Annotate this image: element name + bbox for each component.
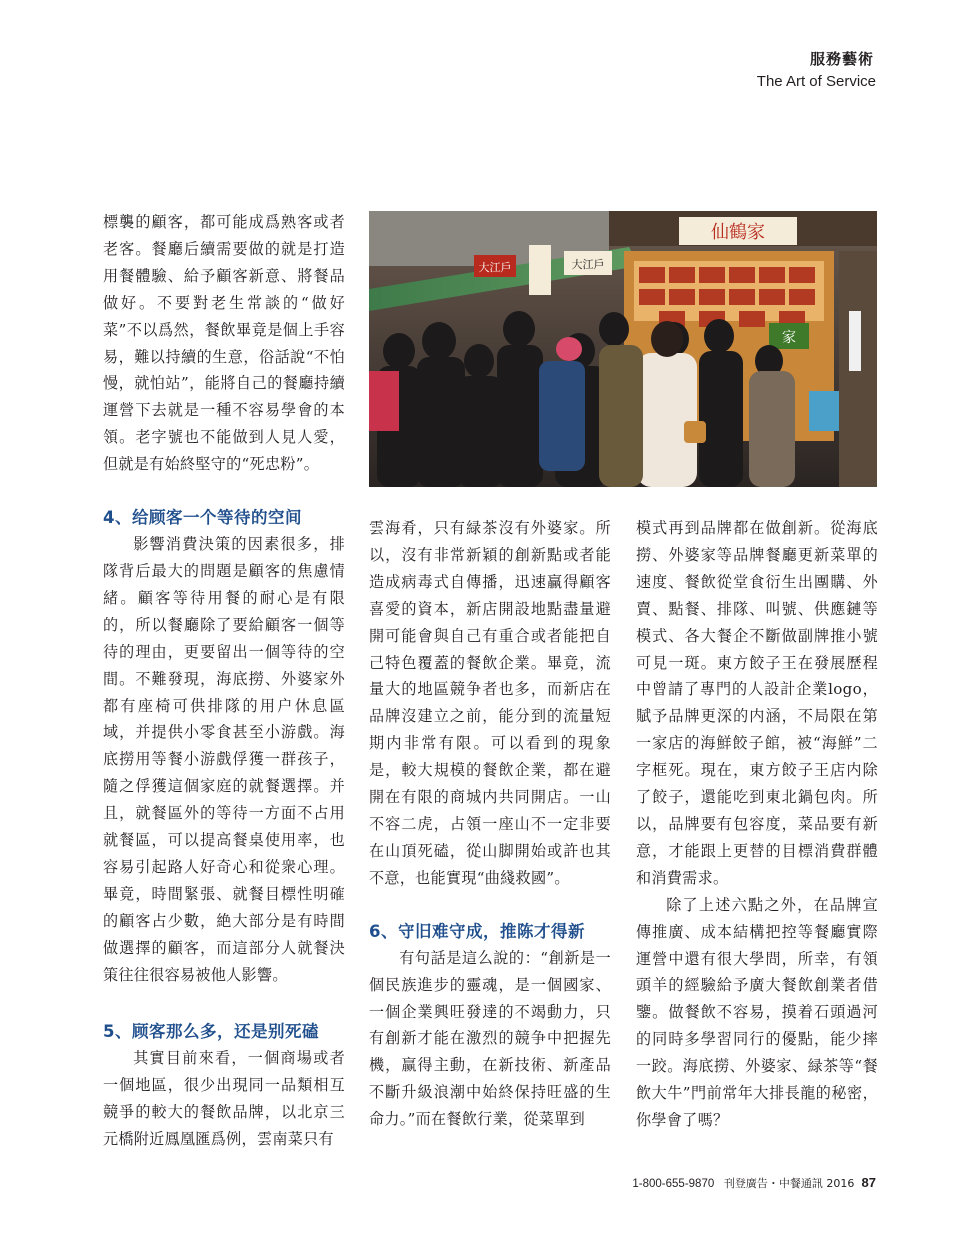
heading-6: 6、守旧难守成，推陈才得新 bbox=[369, 921, 585, 941]
page-number: 87 bbox=[861, 1175, 876, 1190]
col2-para: 雲海肴，只有緑茶沒有外婆家。所以，沒有非常新穎的創新點或者能造成病毒式自傳播，迅速贏得顧客喜愛的資本，新店開設地點盡量避開可能會與自己有重合或者能把自己特色覆蓋的餐飲企業。畢竟，流量大的地區競争者也多，而新店在品牌沒建立之前，能分到的流量短期内非常有限。可以看到的現象是，較大規模的餐飲企業，都在避開在有限的商城内共同開店。一山不容二虎，占領一座山不一定非要在山頂死磕，從山脚開始或許也其不意，也能實現“曲綫救國”。 bbox=[369, 519, 611, 887]
sign-main: 仙鶴家 bbox=[711, 222, 765, 243]
section-title-zh: 服務藝術 bbox=[809, 50, 874, 68]
footer-label: 刊登廣告・中餐通訊 2016 bbox=[723, 1177, 855, 1190]
col1-para-5: 其實目前來看，一個商場或者一個地區，很少出現同一品類相互競爭的較大的餐飲品牌，以北京三元橋附近鳳凰匯爲例，雲南菜只有 bbox=[103, 1049, 345, 1149]
col1-para-4: 影響消費決策的因素很多，排隊背后最大的問題是顧客的焦慮情緒。顧客等待用餐的耐心是有限的，所以餐廳除了要給顧客一個等待的理由，更要留出一個等待的空間。不難發現，海底撈、外婆家外都有座椅可供排隊的用户休息區域，并提供小零食甚至小游戲。海底撈用等餐小游戲俘獲一群孩子，隨之俘獲這個家庭的就餐選擇。并且，就餐區外的等待一方面不占用就餐區，可以提高餐桌使用率，也容易引起路人好奇心和從衆心理。畢竟，時間緊張、就餐目標性明確的顧客占少數，絶大部分是有時間做選擇的顧客，而這部分人就餐決策往往很容易被他人影響。 bbox=[103, 535, 345, 984]
photo-illustration bbox=[369, 211, 877, 487]
page-footer bbox=[632, 1175, 876, 1191]
column-2 bbox=[369, 515, 611, 1133]
heading-5: 5、顾客那么多，还是别死磕 bbox=[103, 1022, 319, 1042]
sign-center: 大江戶 bbox=[571, 258, 605, 271]
heading-4: 4、给顾客一个等待的空间 bbox=[103, 508, 302, 528]
column-3 bbox=[636, 515, 878, 1134]
sign-left: 大江戶 bbox=[478, 261, 512, 274]
column-1 bbox=[103, 209, 345, 1153]
restaurant-queue-photo bbox=[369, 211, 877, 487]
section-title-en: The Art of Service bbox=[756, 73, 876, 90]
col3-para: 模式再到品牌都在做創新。從海底撈、外婆家等品牌餐廳更新菜單的速度、餐飲從堂食衍生出團購、外賣、點餐、排隊、叫號、供應鏈等模式、各大餐企不斷做副牌推小號可見一斑。東方餃子王在發展歷程中曾請了專門的人設計企業logo，賦予品牌更深的内涵，不局限在第一家店的海鮮餃子館，被“海鮮”二字框死。現在，東方餃子王店内除了餃子，還能吃到東北鍋包肉。所以，品牌要有包容度，菜品要有新意，才能跟上更替的目標消費群體和消費需求。 bbox=[636, 519, 878, 887]
col2-para-6: 有句話是這么說的：“創新是一個民族進步的靈魂，是一個國家、一個企業興旺發達的不竭動力，只有創新才能在激烈的競争中把握先機，赢得主動，在新技術、新產品不斷升級浪潮中始終保持旺盛的生命力。”而在餐飲行業，從菜單到 bbox=[369, 948, 611, 1129]
col3-para-end: 除了上述六點之外，在品牌宣傳推廣、成本結構把控等餐廳實際運營中還有很大學問，所幸，有領頭羊的經驗給予廣大餐飲創業者借鑒。做餐飲不容易，摸着石頭過河的同時多學習同行的優點，能少摔一跤。海底撈、外婆家、緑茶等“餐飲大牛”門前常年大排長龍的秘密，你學會了嗎？ bbox=[636, 895, 878, 1129]
col1-intro: 標襲的顧客，都可能成爲熟客或者老客。餐廳后續需要做的就是打造用餐體驗、給予顧客新意、將餐品做好。不要對老生常談的“做好菜”不以爲然，餐飲畢竟是個上手容易，難以持續的生意，俗話說“不怕慢，就怕站”，能將自己的餐廳持續運營下去就是一種不容易學會的本領。老字號也不能做到人見人愛，但就是有始終堅守的“死忠粉”。 bbox=[103, 213, 345, 474]
sign-green: 家 bbox=[782, 330, 796, 346]
footer-phone: 1-800-655-9870 bbox=[632, 1178, 715, 1190]
